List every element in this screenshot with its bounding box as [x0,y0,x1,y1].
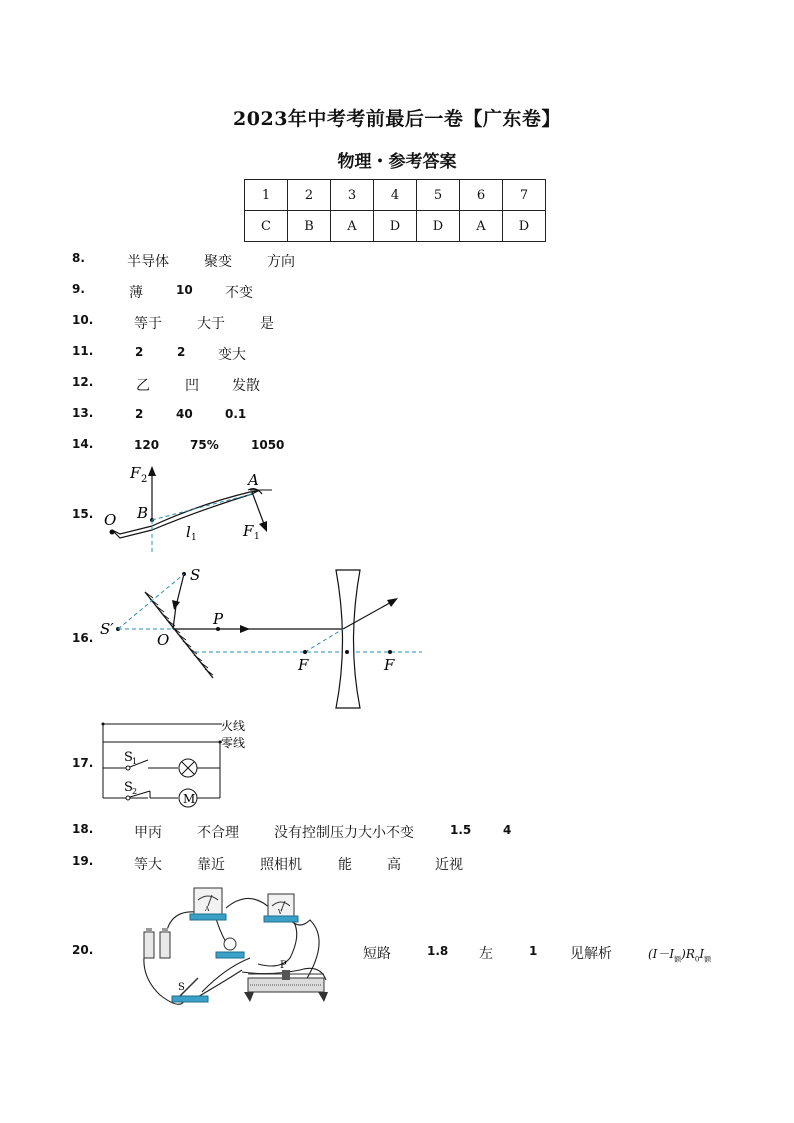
switch-label-s1: S [124,750,133,765]
formula-subscript: 额 [704,955,712,964]
table-cell: 3 [331,180,374,211]
answer-text: 高 [387,857,401,873]
answer-text: 0.1 [225,407,247,421]
arm-label-sub: 1 [191,533,197,543]
switch-label-s2: S [124,780,133,795]
table-cell: 2 [288,180,331,211]
question-number: 16. [72,631,94,645]
answer-text: 75% [190,438,219,452]
answer-text: 能 [338,857,352,873]
motor-label: M [183,792,196,806]
formula-subscript: 0 [694,955,700,964]
question-number: 13. [72,406,94,420]
answer-text: 近视 [435,857,463,873]
force-label-sub: 2 [141,474,148,485]
voltmeter-label: V [278,909,283,916]
answer-text: 2 [135,345,144,359]
table-cell: A [460,211,503,242]
circuit-diagram [100,716,260,808]
voltmeter [264,894,298,922]
force-label-sub: 1 [254,532,260,542]
answer-text: 是 [260,316,274,332]
answer-text: 10 [176,283,193,297]
table-cell: C [245,211,288,242]
table-cell: 5 [417,180,460,211]
page-subtitle: 物理・参考答案 [337,152,457,172]
lamp [216,938,244,958]
answer-text: 等大 [134,857,162,873]
live-wire-label: 火线 [221,719,246,733]
question-number: 20. [72,943,94,957]
answer-text: 等于 [134,316,162,332]
question-number: 9. [72,282,85,296]
formula-part: I [699,947,705,961]
formula-subscript: 额 [674,955,682,964]
switch-label-sub: 1 [132,757,138,766]
circuit-apparatus-illustration [130,880,345,1015]
answer-table-number-row [245,180,546,211]
table-cell: 4 [374,180,417,211]
point-label-s: S [190,566,201,584]
answer-text: 4 [503,823,512,837]
answer-text: 2 [177,345,186,359]
point-label-s-prime: S′ [100,620,114,638]
table-cell: A [331,211,374,242]
answer-text: 见解析 [570,946,612,962]
ammeter-label: A [205,906,210,913]
answer-table [244,179,546,242]
question-number: 11. [72,344,94,358]
question-number: 15. [72,507,94,521]
question-number: 10. [72,313,94,327]
answer-text: 薄 [129,285,143,301]
answer-text: 照相机 [260,857,302,873]
neutral-wire-label: 零线 [221,736,246,750]
arm-label-l: l [186,523,191,541]
question-number: 19. [72,854,94,868]
answer-text: 不合理 [197,825,239,841]
optics-diagram [100,562,430,712]
point-label-o: O [104,511,117,529]
point-label-b: B [137,504,149,522]
answer-text: 左 [479,946,493,962]
force-label-f1: F [243,522,254,540]
answer-text: 半导体 [127,254,169,270]
formula-part: )R [681,947,695,961]
lever-diagram [100,458,290,558]
formula-part: (I－I [648,947,675,961]
question-number: 18. [72,822,94,836]
force-label-f2: F [130,464,141,482]
table-cell: 6 [460,180,503,211]
battery-pack [144,928,170,958]
answer-text: 聚变 [204,254,232,270]
table-cell: D [417,211,460,242]
answer-text: 2 [135,407,144,421]
answer-formula [648,945,711,964]
table-cell: 7 [503,180,546,211]
switch-label-sub: 2 [132,787,138,796]
answer-text: 1 [529,944,538,958]
focus-label-left: F [298,656,309,674]
answer-text: 凹 [185,378,199,394]
point-label-o: O [157,631,170,649]
answer-text: 大于 [197,316,225,332]
answer-text: 40 [176,407,193,421]
switch [172,978,208,1002]
table-cell: 1 [245,180,288,211]
answer-text: 没有控制压力大小不变 [274,825,414,841]
focus-label-right: F [384,656,395,674]
answer-text: 甲丙 [134,825,162,841]
answer-text: 靠近 [197,857,225,873]
page-title: 2023年中考考前最后一卷【广东卷】 [233,108,561,130]
question-number: 14. [72,437,94,451]
answer-text: 乙 [136,378,150,394]
answer-table-answer-row [245,211,546,242]
ammeter [190,888,226,920]
question-number: 8. [72,251,85,265]
answer-text: 短路 [363,946,391,962]
switch-label: S [178,982,185,993]
answer-text: 发散 [232,378,260,394]
question-number: 17. [72,756,94,770]
point-label-p: P [213,610,224,628]
answer-text: 不变 [225,285,253,301]
question-number: 12. [72,375,94,389]
table-cell: D [374,211,417,242]
answer-text: 1050 [251,438,285,452]
rheostat [244,960,328,1002]
table-cell: B [288,211,331,242]
table-cell: D [503,211,546,242]
answer-text: 变大 [218,347,246,363]
answer-text: 1.8 [427,944,449,958]
answer-text: 120 [134,438,160,452]
slider-label: P [280,960,287,971]
answer-text: 1.5 [450,823,472,837]
answer-text: 方向 [267,254,295,270]
point-label-a: A [248,471,259,489]
